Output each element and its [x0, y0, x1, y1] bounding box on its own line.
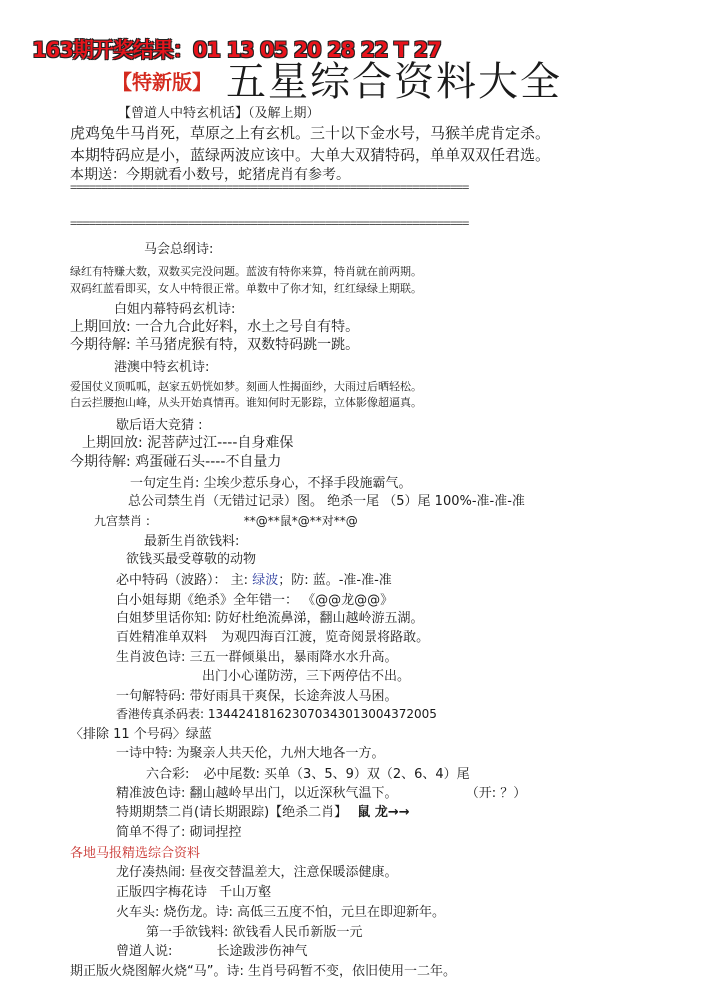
- horse-poem-line-1: 绿红有特赚大数，双数买完没问题。蓝波有特你来算，特肖就在前两期。: [70, 265, 422, 278]
- nine-palace: [94, 512, 358, 529]
- xiehouyu-now-text: 鸡蛋碰石头----不自量力: [135, 454, 282, 470]
- draw-result-banner: 163期开奖结果：01 13 05 20 28 22 T 27: [32, 38, 441, 62]
- first-hand-label: 第一手欲钱料:: [146, 925, 229, 940]
- longzai: [116, 861, 398, 880]
- xiehouyu-title: 歇后语大竞猜 :: [116, 418, 203, 433]
- zeng-text: 长途跋涉伤神气: [216, 944, 308, 959]
- four-char-label: 正版四字梅花诗: [116, 885, 208, 900]
- separator-2: ================================================================: [70, 216, 469, 230]
- long-term-value: 鼠 龙→→: [357, 805, 410, 820]
- baibian: [116, 626, 429, 645]
- xiehouyu-last-label: 上期回放:: [82, 435, 143, 451]
- shengxiao-wave-line-2: 出门小心谨防涝，三下两停估不出。: [202, 669, 411, 684]
- xiaojie: [116, 589, 393, 608]
- edition-badge: 【特新版】: [112, 70, 212, 94]
- jie-ma-label: 一句解特码:: [116, 689, 186, 704]
- first-hand-text: 欲钱看人民币新版一元: [232, 925, 363, 940]
- liuhe-text: 必中尾数: 买单（3、5、9）双（2、6、4）尾: [203, 767, 470, 782]
- baijie-last: [70, 316, 359, 336]
- baijie-title: 白姐内幕特码玄机诗:: [114, 302, 236, 317]
- liuhe: [146, 763, 470, 782]
- four-char-text: 千山万壑: [219, 885, 272, 900]
- zeng: [116, 940, 308, 959]
- baijie-now-label: 今期待解:: [70, 337, 131, 353]
- longzai-label: 龙仔凑热闹:: [116, 865, 186, 880]
- baibian-label: 百姓精准单双料: [116, 630, 208, 645]
- jie-ma-text: 带好雨具干爽保，长途奔波人马困。: [189, 689, 398, 704]
- train: [116, 901, 445, 920]
- exclude: 〈排除 11 个号码〉绿蓝: [70, 727, 212, 742]
- xiehouyu-last-text: 泥菩萨过江----自身难保: [147, 435, 294, 451]
- liuhe-label: 六合彩:: [146, 767, 190, 782]
- nine-palace-label: 九宫禁肖 :: [94, 514, 150, 528]
- long-term-label: 特期期禁二肖(请长期跟踪)【绝杀二肖】: [116, 805, 348, 820]
- hk-code-value: 13442418162307034301300437200​5: [207, 707, 437, 721]
- four-char: [116, 881, 271, 900]
- simple-label: 简单不得了:: [116, 825, 186, 840]
- horse-poem-line-2: 双码红蓝看即买，女人中特很正常。单数中了你才知，红红绿绿上期联。: [70, 282, 422, 295]
- oneline: [130, 472, 412, 491]
- train-text: 烧伤龙。诗: 高低三五度不怕，元旦在即迎新年。: [163, 905, 446, 920]
- nine-palace-value: **@**鼠*@**对**@: [243, 514, 358, 528]
- baijie-now: [70, 334, 359, 354]
- baijie-last-text: 一合九合此好料，水土之号自有特。: [135, 319, 360, 335]
- jie-ma: [116, 685, 398, 704]
- wave: [116, 569, 392, 588]
- wave-main-value: 绿波: [252, 573, 279, 588]
- precise-wave-text: 翻山越岭早出门，以近深秋气温下。: [189, 786, 398, 801]
- poem-code-label: 一诗中特:: [116, 746, 173, 761]
- xiehouyu-now: [70, 451, 281, 471]
- xiaojie-value: 《@@龙@@》: [302, 593, 394, 608]
- baijie-now-text: 羊马猪虎猴有特，双数特码跳一跳。: [135, 337, 360, 353]
- precise-wave: [116, 782, 526, 801]
- poem-code: [116, 742, 385, 761]
- intro-line-2: 本期特码应是小，蓝绿两波应该中。大单大双猜特码，单单双双任君选。: [70, 146, 551, 164]
- oneline-label: 一句定生肖:: [130, 476, 200, 491]
- horse-poem-title: 马会总纲诗:: [144, 242, 214, 257]
- shengxiao-wave-line-1: 三五一群倾巢出，暴雨降水水升高。: [189, 650, 398, 665]
- poem-code-text: 为聚亲人共天伦，九州大地各一方。: [176, 746, 385, 761]
- simple: [116, 821, 242, 840]
- intro-line-3: 本期送：今期就看小数号，蛇猪虎肖有参考。: [70, 167, 350, 183]
- train-label: 火车头:: [116, 905, 160, 920]
- hk-code-label: 香港传真杀码表:: [116, 707, 205, 721]
- dream: 白姐梦里话你知: 防好杜绝流鼻涕，翻山越岭游五湖。: [116, 611, 424, 626]
- long-term: [116, 801, 410, 820]
- hk-code: [116, 705, 437, 722]
- shengxiao-wave: [116, 646, 398, 665]
- section-title: 各地马报精选综合资料: [70, 846, 201, 861]
- longzai-text: 昼夜交替温差大，注意保暖添健康。: [189, 865, 398, 880]
- money-title: 最新生肖欲钱料:: [144, 534, 240, 549]
- hkmacau-line-2: 白云拦腰抱山峰，从头开始真情再。谁知何时无影踪，立体影像超逼真。: [70, 396, 422, 409]
- wave-main-label: 主:: [230, 573, 249, 588]
- oneline-text: 尘埃少惹乐身心，不择手段施霸气。: [203, 476, 412, 491]
- page-title: 五星综合资料大全: [226, 59, 562, 105]
- baijie-last-label: 上期回放:: [70, 319, 131, 335]
- intro-heading: 【曾道人中特玄机话】（及解上期）: [118, 106, 320, 121]
- fire-chart: 期正版火烧图解火烧“马”。诗: 生肖号码暂不变，依旧使用一二年。: [70, 964, 456, 979]
- separator-1: ================================================================: [70, 180, 469, 194]
- simple-text: 砌词捏控: [189, 825, 242, 840]
- xiehouyu-last: [82, 432, 293, 452]
- precise-wave-open: （开: ？）: [465, 786, 527, 801]
- shengxiao-wave-label: 生肖波色诗:: [116, 650, 186, 665]
- money-text: 欲钱买最受尊敬的动物: [126, 552, 257, 567]
- xiehouyu-now-label: 今期待解:: [70, 454, 131, 470]
- baibian-text: 为观四海百江渡，览奇阅景将路敢。: [221, 630, 430, 645]
- first-hand: [146, 921, 363, 940]
- wave-label: 必中特码（波路）：: [116, 573, 227, 588]
- precise-wave-label: 精准波色诗:: [116, 786, 186, 801]
- intro-line-1: 虎鸡兔牛马肖死，草原之上有玄机。三十以下金水号，马猴羊虎肯定杀。: [70, 124, 551, 142]
- zeng-label: 曾道人说:: [116, 944, 173, 959]
- hkmacau-title: 港澳中特玄机诗:: [114, 360, 210, 375]
- hkmacau-line-1: 爱国仗义顶呱呱，赵家五奶恍如梦。刻画人性揭面纱，大雨过后晒轻松。: [70, 380, 422, 393]
- xiaojie-label: 白小姐每期《绝杀》全年错一：: [116, 593, 299, 608]
- company-banned: 总公司禁生肖（无错过记录）图。 绝杀一尾 （5）尾 100%-准-准-准: [128, 494, 525, 509]
- wave-guard: ；防: 蓝。-准-准-准: [278, 573, 392, 588]
